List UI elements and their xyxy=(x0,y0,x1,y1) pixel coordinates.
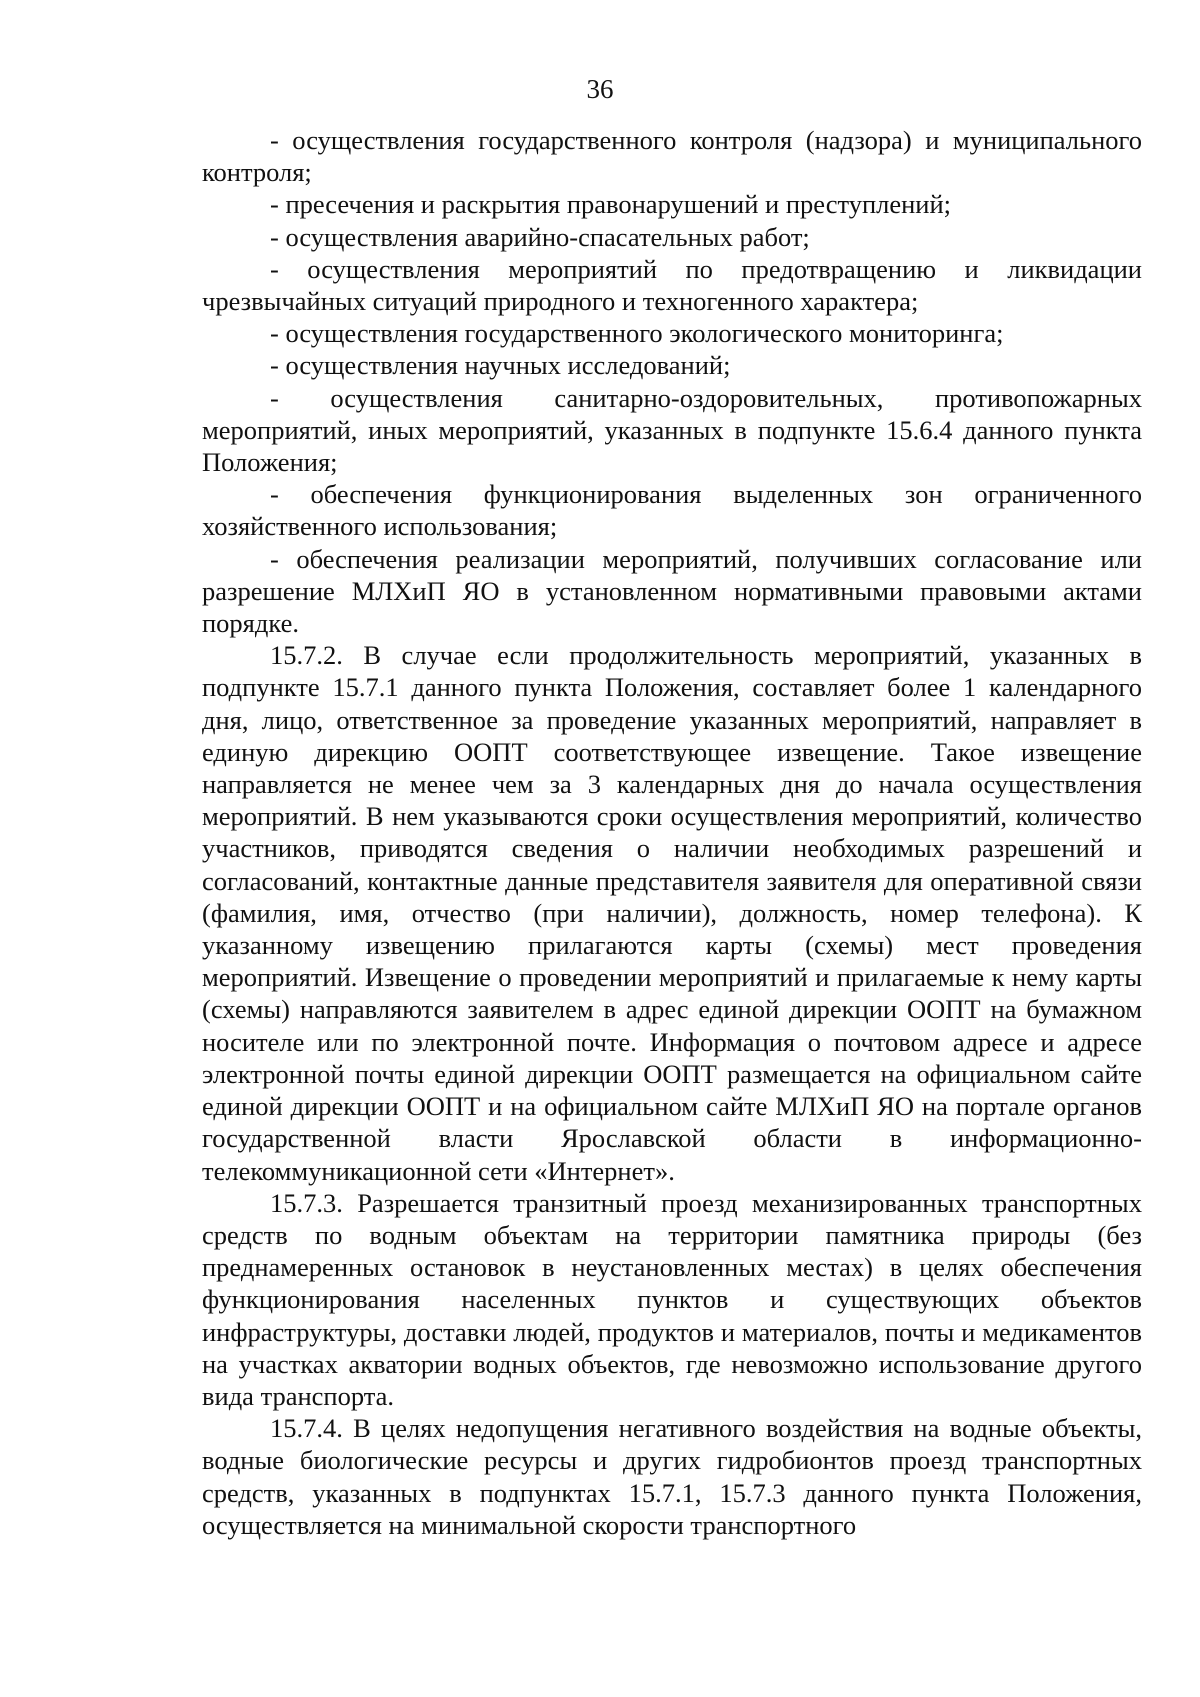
paragraph-1: - осуществления государственного контроля (надзора) и муниципального контроля; xyxy=(202,125,1142,188)
paragraph-6: - осуществления научных исследований; xyxy=(270,350,731,381)
paragraph-5: - осуществления государственного экологического мониторинга; xyxy=(270,318,1004,349)
paragraph-15-7-4: 15.7.4. В целях недопущения негативного воздействия на водные объекты, водные биологические ресурсы и других гидробионтов проезд транспортных средств, указанных в подпунктах 15.7.1, 15.7.3 данного пункта Положения, осуществляется на минимальной скорости транспортного xyxy=(202,1413,1142,1540)
document-body xyxy=(202,124,1142,1541)
paragraph-15-7-3: 15.7.3. Разрешается транзитный проезд механизированных транспортных средств по водным объектам на территории памятника природы (без преднамеренных остановок в неустановленных местах) в целях обеспечения функционирования населенных пунктов и существующих объектов инфраструктуры, доставки людей, продуктов и материалов, почты и медикаментов на участках акватории водных объектов, где невозможно использование другого вида транспорта. xyxy=(202,1187,1142,1411)
page-number: 36 xyxy=(586,74,614,104)
paragraph-2: - пресечения и раскрытия правонарушений и преступлений; xyxy=(270,189,952,220)
paragraph-8: - обеспечения функционирования выделенных зон ограниченного хозяйственного использования; xyxy=(202,479,1142,542)
paragraph-9: - обеспечения реализации мероприятий, получивших согласование или разрешение МЛХиП ЯО в установленном нормативными правовыми актами порядке. xyxy=(202,543,1142,639)
paragraph-15-7-2: 15.7.2. В случае если продолжительность мероприятий, указанных в подпункте 15.7.1 данного пункта Положения, составляет более 1 календарного дня, лицо, ответственное за проведение указанных мероприятий, направляет в единую дирекцию ООПТ соответствующее извещение. Такое извещение направляется не менее чем за 3 календарных дня до начала осуществления мероприятий. В нем указываются сроки осуществления мероприятий, количество участников, приводятся сведения о наличии необходимых разрешений и согласований, контактные данные представителя заявителя для оперативной связи (фамилия, имя, отчество (при наличии), должность, номер телефона). К указанному извещению прилагаются карты (схемы) мест проведения мероприятий. Извещение о проведении мероприятий и прилагаемые к нему карты (схемы) направляются заявителем в адрес единой дирекции ООПТ на бумажном носителе или по электронной почте. Информация о почтовом адресе и адресе электронной почты единой дирекции ООПТ размещается на официальном сайте единой дирекции ООПТ и на официальном сайте МЛХиП ЯО на портале органов государственной власти Ярославской области в информационно-телекоммуникационной сети «Интернет». xyxy=(202,640,1142,1186)
paragraph-7: - осуществления санитарно-оздоровительных, противопожарных мероприятий, иных мероприятий, указанных в подпункте 15.6.4 данного пункта Положения; xyxy=(202,382,1142,478)
paragraph-4: - осуществления мероприятий по предотвращению и ликвидации чрезвычайных ситуаций природного и техногенного характера; xyxy=(202,253,1142,317)
paragraph-3: - осуществления аварийно-спасательных работ; xyxy=(270,221,810,252)
